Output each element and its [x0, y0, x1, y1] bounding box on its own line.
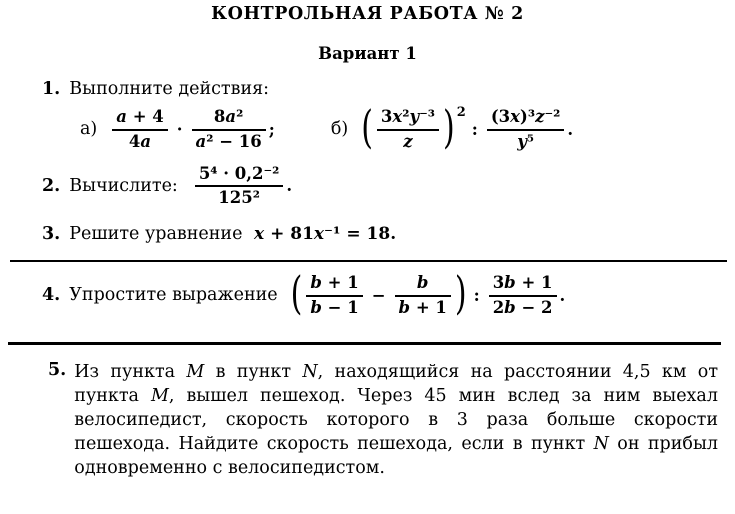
problem-3-number: 3. — [42, 224, 61, 245]
right-paren: ) — [443, 102, 455, 155]
problem-3-row — [0, 224, 735, 244]
fraction-numerator: a + 4 — [116, 107, 164, 126]
fraction-numerator: 3x²y⁻³ — [380, 107, 436, 126]
fraction-numerator: (3x)³z⁻² — [490, 107, 561, 126]
problem-5-row — [0, 360, 735, 480]
problem-1a-label: а) — [80, 119, 98, 140]
fraction-denominator: z — [377, 129, 439, 152]
problem-1-prompt: Выполните действия: — [69, 79, 270, 99]
problem-1b-expression — [330, 102, 574, 155]
fraction-denominator: a² − 16 — [192, 129, 266, 152]
punctuation: ; — [268, 119, 275, 139]
right-paren: ) — [454, 268, 467, 321]
fraction-denominator: y⁵ — [487, 129, 565, 152]
section-divider — [10, 260, 727, 262]
exponent: 2 — [456, 104, 466, 120]
problem-3-prompt: Решите уравнение — [69, 224, 243, 245]
minus-sign: − — [371, 285, 386, 305]
fraction-numerator: 8a² — [213, 107, 244, 126]
problem-4-math — [290, 268, 566, 321]
problem-1a-math — [109, 107, 275, 152]
fraction-denominator: b − 1 — [306, 295, 362, 318]
fraction-numerator: 5⁴ · 0,2⁻² — [198, 163, 280, 183]
fraction — [195, 164, 284, 209]
fraction-numerator: b + 1 — [310, 273, 359, 293]
fraction-denominator: 2b − 2 — [489, 295, 557, 318]
fraction-denominator: b + 1 — [395, 295, 451, 318]
fraction — [306, 273, 362, 318]
punctuation: . — [286, 176, 293, 196]
problem-2-row — [0, 164, 735, 209]
division-colon: : — [473, 285, 480, 305]
page-title: КОНТРОЛЬНАЯ РАБОТА № 2 — [211, 4, 524, 24]
left-paren: ( — [361, 102, 373, 155]
punctuation: . — [559, 285, 566, 305]
fraction — [489, 273, 557, 318]
problem-1-number: 1. — [42, 79, 61, 99]
problem-4-prompt: Упростите выражение — [69, 285, 278, 306]
fraction — [377, 107, 439, 152]
problem-3-equation: x + 81x⁻¹ = 18. — [254, 224, 397, 245]
fraction-numerator: 3b + 1 — [492, 273, 553, 293]
left-paren: ( — [290, 268, 303, 321]
problem-2-number: 2. — [42, 175, 61, 196]
fraction — [112, 107, 168, 152]
section-divider — [8, 342, 721, 345]
problem-1b-math — [360, 102, 574, 155]
multiply-dot: · — [176, 119, 183, 139]
problem-2-prompt: Вычислите: — [69, 175, 178, 196]
problem-4-number: 4. — [42, 285, 61, 306]
fraction-denominator: 125² — [195, 185, 284, 208]
fraction — [192, 107, 266, 152]
division-colon: : — [471, 119, 478, 139]
fraction-denominator: 4a — [112, 129, 168, 152]
problem-1-prompt-row — [0, 79, 735, 99]
fraction — [395, 273, 451, 318]
problem-5-text: Из пункта M в пункт N, находящийся на расстоянии 4,5 км от пункта M, вышел пешеход. Через 45 мин вслед за ним выехал велосипедист, скорость которого в 3 раза больше скорости пешехода. Найдите скорость пешехода, если в пункт N он прибыл одновременно с велосипедистом. — [74, 361, 719, 478]
variant-heading: Вариант 1 — [318, 44, 417, 63]
fraction — [487, 107, 565, 152]
fraction-numerator: b — [416, 273, 429, 293]
problem-1b-label: б) — [330, 119, 349, 140]
punctuation: . — [567, 119, 574, 139]
problem-1-formulas — [0, 102, 735, 155]
problem-5-number: 5. — [48, 359, 67, 380]
problem-4-row — [0, 268, 735, 321]
problem-1a-expression — [80, 107, 275, 152]
problem-2-math — [192, 164, 292, 209]
